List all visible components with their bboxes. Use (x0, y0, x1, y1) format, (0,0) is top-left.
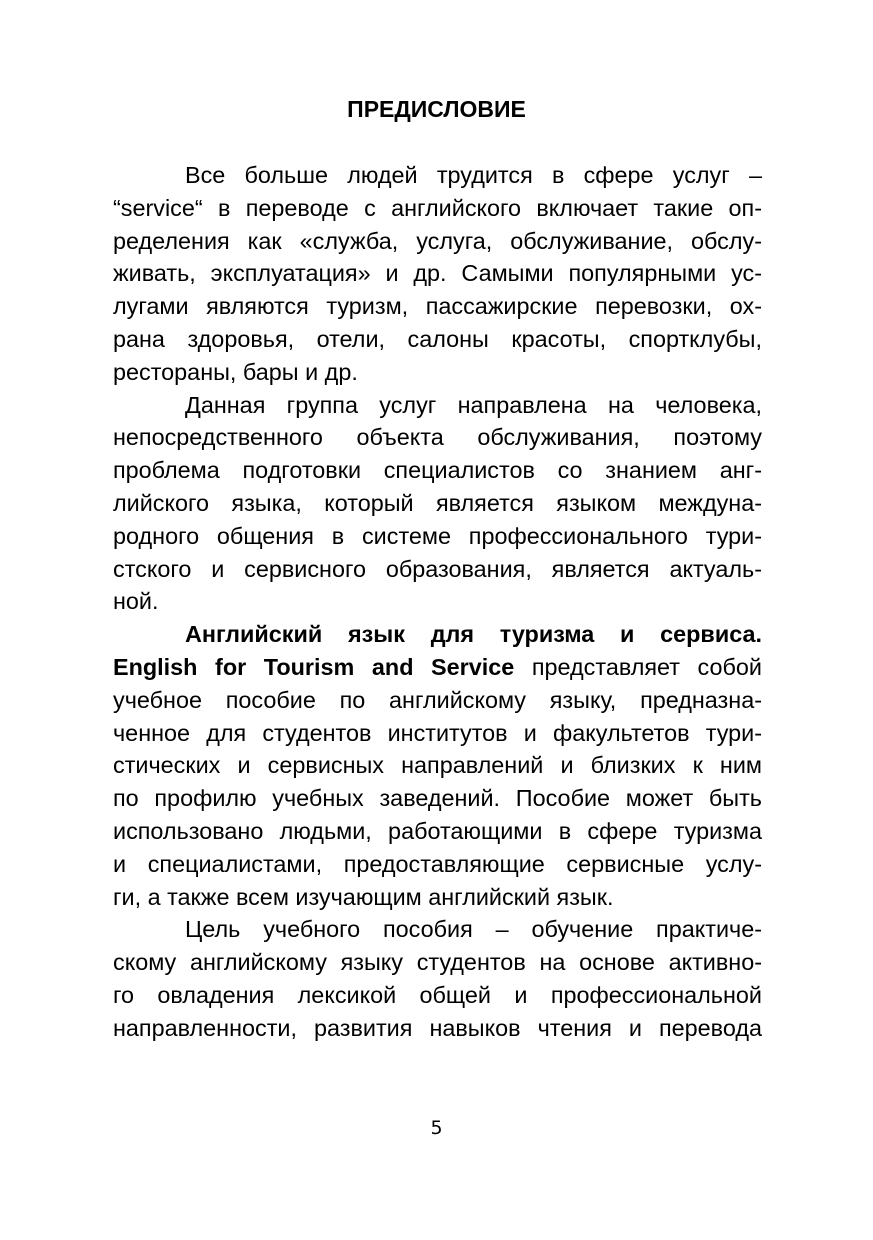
text-line: го овладения лексикой общей и профессиональной (113, 981, 762, 1008)
page-title: ПРЕДИСЛОВИЕ (347, 96, 526, 122)
text-line: проблема подготовки специалистов со знанием анг- (113, 457, 762, 484)
text-line: ченное для студентов институтов и факультетов тури- (113, 719, 762, 746)
text-line: и специалистами, предоставляющие сервисные услу- (113, 850, 762, 877)
text-line: рестораны, бары и др. (113, 358, 358, 385)
text-line (113, 651, 762, 684)
book-title-english: English for Tourism and Service (113, 653, 515, 680)
text-line: скому английскому языку студентов на основе активно- (113, 949, 762, 976)
text-line: Данная группа услуг направлена на человека, (185, 391, 762, 418)
page-number: 5 (430, 1117, 443, 1139)
text-line: лийского языка, который является языком междуна- (113, 489, 762, 516)
text-line: Цель учебного пособия – обучение практиче- (185, 916, 762, 943)
text-line: Все больше людей трудится в сфере услуг – (185, 162, 762, 188)
text-line: направленности, развития навыков чтения и перевода (113, 1014, 762, 1041)
text-line: непосредственного объекта обслуживания, поэтому (113, 424, 762, 451)
text-line: родного общения в системе профессионального тури- (113, 522, 762, 549)
text-line: живать, эксплуатация» и др. Самыми популярными ус- (113, 260, 762, 287)
text-line: рана здоровья, отели, салоны красоты, спортклубы, (113, 325, 762, 352)
text-line: по профилю учебных заведений. Пособие может быть (113, 785, 762, 812)
text-line-bold: Английский язык для туризма и сервиса. (185, 621, 762, 648)
text-line: “service“ в переводе с английского включает такие оп- (113, 194, 762, 221)
text-fragment: представляет собой (514, 653, 762, 680)
text-line: лугами являются туризм, пассажирские перевозки, ох- (113, 293, 762, 320)
body-text (113, 159, 762, 1045)
text-line: ной. (113, 588, 159, 615)
text-line: учебное пособие по английскому языку, предназна- (113, 686, 762, 713)
text-line: ги, а также всем изучающим английский язык. (113, 883, 614, 910)
text-line: использовано людьми, работающими в сфере туризма (113, 817, 762, 844)
text-line: ределения как «служба, услуга, обслуживание, обслу- (113, 227, 762, 254)
text-line: стского и сервисного образования, является актуаль- (113, 555, 762, 582)
text-line: стических и сервисных направлений и близких к ним (113, 752, 762, 779)
